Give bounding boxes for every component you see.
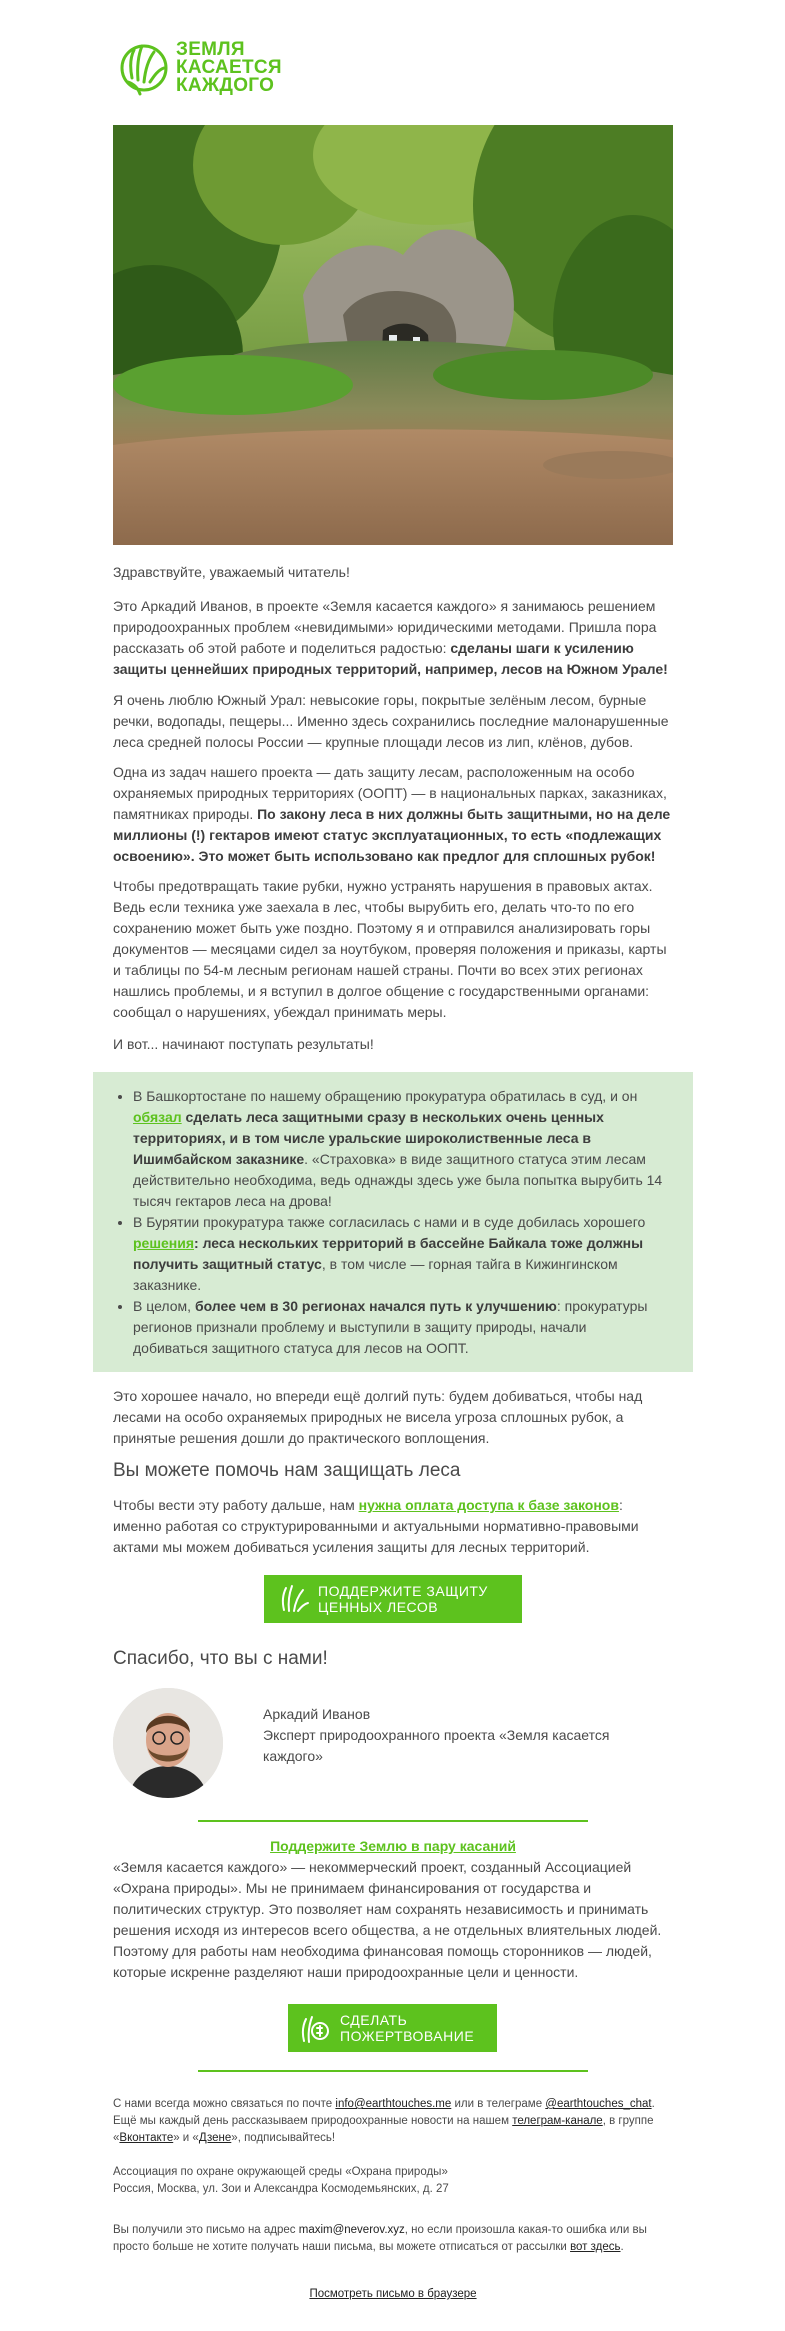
- intro-paragraph: [113, 596, 673, 680]
- results-intro: [113, 1034, 673, 1055]
- law-base-text-2: : именно работая со структурированными и актуальными нормативно-правовыми актами мы можем добиваться усиления защиты для лесных территорий.: [113, 1497, 639, 1555]
- donate-label: [340, 2012, 474, 2044]
- support-link-row: [113, 1836, 673, 1857]
- logo-line-2: КАСАЕТСЯ: [176, 57, 282, 78]
- ural-paragraph: [113, 690, 673, 753]
- result-bold: более чем в 30 регионах начался путь к улучшению: [194, 1298, 557, 1314]
- hand-leaf-icon: [276, 1582, 310, 1616]
- ural-text: Я очень люблю Южный Урал: невысокие горы, покрытые зелёным лесом, бурные речки, водопады, пещеры... Именно здесь сохранились последние малонарушенные леса средней полосы России — крупные площади лесов из лип, клёнов, дубов.: [113, 692, 669, 750]
- results-list: [93, 1086, 663, 1359]
- logo[interactable]: [118, 38, 282, 98]
- intro-bold: сделаны шаги к усилению защиты ценнейших природных территорий, например, лесов на Южном Урале!: [113, 640, 668, 677]
- org-address: Россия, Москва, ул. Зои и Александра Космодемьянских, д. 27: [113, 2183, 449, 2195]
- law-base-link[interactable]: нужна оплата доступа к базе законов: [358, 1497, 619, 1513]
- logo-line-3: КАЖДОГО: [176, 75, 275, 96]
- result-text-2: : прокуратуры регионов признали проблему и выступили в защиту природы, начали добиваться защитного статуса для лесов на ООПТ.: [133, 1298, 648, 1356]
- author-name: Аркадий Иванов: [263, 1706, 371, 1722]
- help-heading: [113, 1460, 673, 1481]
- footer-text: .: [620, 2241, 624, 2253]
- hand-coin-icon: [298, 2011, 332, 2045]
- unsubscribe-link[interactable]: вот здесь: [570, 2241, 621, 2253]
- result-link[interactable]: решения: [133, 1235, 195, 1251]
- footer-text: или в телеграме: [451, 2098, 546, 2110]
- donate-line-2: ПОЖЕРТВОВАНИЕ: [340, 2028, 475, 2044]
- result-bold: : леса нескольких территорий в бассейне Байкала тоже должны получить защитный статус: [133, 1235, 644, 1272]
- author-role: Эксперт природоохранного проекта «Земля касается каждого»: [263, 1727, 610, 1764]
- greeting: [113, 562, 673, 583]
- result-text: В целом,: [133, 1298, 195, 1314]
- results-intro-text: И вот... начинают поступать результаты!: [113, 1036, 374, 1052]
- author-info: [263, 1704, 663, 1767]
- support-forest-button[interactable]: [264, 1575, 522, 1623]
- help-heading-text: Вы можете помочь нам защищать леса: [113, 1460, 461, 1481]
- divider: [198, 1820, 588, 1822]
- author-portrait: [113, 1688, 223, 1798]
- footer-org: [113, 2164, 673, 2198]
- support-forest-line-2: ЦЕННЫХ ЛЕСОВ: [318, 1599, 439, 1615]
- list-item: [133, 1296, 663, 1359]
- thanks-heading: [113, 1648, 673, 1669]
- view-in-browser-link[interactable]: Посмотреть письмо в браузере: [309, 2288, 477, 2300]
- result-text-2: . «Страховка» в виде защитного статуса этим лесам действительно необходима, ведь однажды здесь уже была попытка вырубить 14 тысяч гектаров леса на дрова!: [133, 1151, 663, 1209]
- results-box: [93, 1072, 693, 1372]
- donate-line-1: СДЕЛАТЬ: [340, 2012, 408, 2028]
- telegram-channel-link[interactable]: телеграм-канале: [512, 2115, 603, 2127]
- analysis-paragraph: [113, 876, 673, 1023]
- vk-link[interactable]: Вконтакте: [119, 2132, 174, 2144]
- footer-text: » и «: [173, 2132, 199, 2144]
- footer-unsubscribe: [113, 2222, 673, 2256]
- result-bold: сделать леса защитными сразу в нескольких очень ценных территориях, и в том числе уральские широколиственные леса в Ишимбайском заказнике: [133, 1109, 604, 1167]
- list-item: [133, 1086, 663, 1212]
- forest-waterfall-photo: [113, 125, 673, 545]
- footer-text: », подписывайтесь!: [231, 2132, 336, 2144]
- logo-line-1: ЗЕМЛЯ: [176, 39, 245, 60]
- law-base-text: Чтобы вести эту работу дальше, нам: [113, 1497, 359, 1513]
- footer-browser: [113, 2286, 673, 2303]
- long-road-paragraph: [113, 1386, 673, 1449]
- support-forest-line-1: ПОДДЕРЖИТЕ ЗАЩИТУ: [318, 1583, 488, 1599]
- support-forest-label: [318, 1583, 488, 1615]
- org-name: Ассоциация по охране окружающей среды «Охрана природы»: [113, 2166, 448, 2178]
- footer-text: , в группе «: [113, 2115, 654, 2144]
- oopt-paragraph: [113, 762, 673, 867]
- telegram-chat-link[interactable]: @earthtouches_chat: [545, 2098, 652, 2110]
- donate-button[interactable]: [288, 2004, 497, 2052]
- list-item: [133, 1212, 663, 1296]
- footer-text: . Ещё мы каждый день рассказываем природоохранные новости на нашем: [113, 2098, 655, 2127]
- greeting-text: Здравствуйте, уважаемый читатель!: [113, 564, 350, 580]
- analysis-text: Чтобы предотвращать такие рубки, нужно устранять нарушения в правовых актах. Ведь если техника уже заехала в лес, чтобы вырубить его, делать что-то по его сохранению может быть уже поздно. Поэтому я и отправился анализировать горы документов — месяцами сидел за ноутбуком, проверяя положения и приказы, карты и таблицы по 54-м лесным регионам нашей страны. Почти во всех этих регионах нашлись проблемы, и я вступил в долгое общение с государственными органами: сообщал о нарушениях, убеждал принимать меры.: [113, 878, 667, 1020]
- footer-text: , но если произошла какая-то ошибка или вы просто больше не хотите получать наши письма, вы можете отписаться от рассылки: [113, 2224, 647, 2253]
- about-paragraph: [113, 1857, 673, 1983]
- law-base-paragraph: [113, 1495, 673, 1558]
- footer-text: С нами всегда можно связаться по почте: [113, 2098, 336, 2110]
- long-road-text: Это хорошее начало, но впереди ещё долгий путь: будем добиваться, чтобы над лесами на особо охраняемых природных не висела угроза сплошных рубок, а принятые решения дошли до практического воплощения.: [113, 1388, 643, 1446]
- avatar: [113, 1688, 223, 1798]
- dzen-link[interactable]: Дзене: [198, 2132, 232, 2144]
- thanks-heading-text: Спасибо, что вы с нами!: [113, 1648, 328, 1669]
- recipient-email: maxim@neverov.xyz: [298, 2224, 405, 2236]
- about-text: «Земля касается каждого» — некоммерческий проект, созданный Ассоциацией «Охрана природы». Мы не принимаем финансирования от государства и политических структур. Это позволяет нам сохранять независимость и принимать решения исходя из интересов всего общества, а не отдельных влиятельных людей. Поэтому для работы нам необходима финансовая помощь сторонников — людей, которые искренне разделяют наши природоохранные цели и ценности.: [113, 1859, 662, 1980]
- result-text-2: , в том числе — горная тайга в Кижингинском заказнике.: [133, 1256, 618, 1293]
- footer-contacts: [113, 2096, 673, 2147]
- oopt-text: Одна из задач нашего проекта — дать защиту лесам, расположенным на особо охраняемых природных территориях (ООПТ) — в национальных парках, заказниках, памятниках природы.: [113, 764, 667, 822]
- email-link[interactable]: info@earthtouches.me: [335, 2098, 452, 2110]
- logo-text: [176, 41, 282, 95]
- result-link[interactable]: обязал: [133, 1109, 182, 1125]
- footer-text: Вы получили это письмо на адрес: [113, 2224, 299, 2236]
- support-link[interactable]: Поддержите Землю в пару касаний: [270, 1838, 516, 1854]
- intro-text: Это Аркадий Иванов, в проекте «Земля касается каждого» я занимаюсь решением природоохранных проблем «невидимыми» юридическими методами. Пришла пора рассказать об этой работе и поделиться радостью:: [113, 598, 657, 656]
- hero-image: [113, 125, 673, 545]
- result-text: В Бурятии прокуратура также согласилась с нами и в суде добилась хорошего: [133, 1214, 646, 1230]
- divider: [198, 2070, 588, 2072]
- oopt-bold: По закону леса в них должны быть защитными, но на деле миллионы (!) гектаров имеют статус эксплуатационных, то есть «подлежащих освоению». Это может быть использовано как предлог для сплошных рубок!: [113, 806, 671, 864]
- result-text: В Башкортостане по нашему обращению прокуратура обратилась в суд, и он: [133, 1088, 638, 1104]
- hand-leaf-logo-icon: [118, 38, 170, 98]
